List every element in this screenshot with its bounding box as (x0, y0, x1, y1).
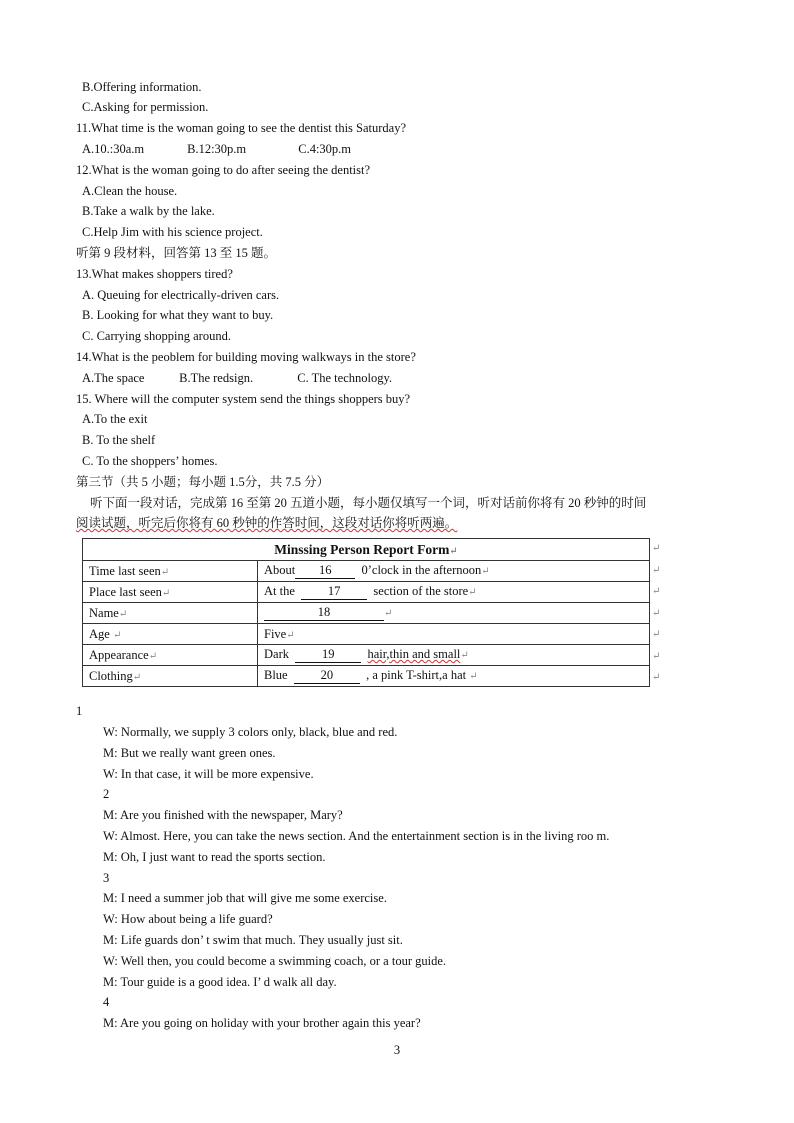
dialogue-line: M: Tour guide is a good idea. I’ d walk all day. (103, 975, 337, 989)
label-text: Age (89, 626, 110, 641)
form-label: Clothing↵ (83, 666, 258, 687)
option-line: B.Offering information. (82, 80, 202, 94)
dialogue-line: M: Oh, I just want to read the sports section. (103, 850, 326, 864)
form-label: Place last seen↵ (83, 582, 258, 603)
form-value: Dark 19 hair,thin and small↵ (258, 645, 650, 666)
form-title-text: Minssing Person Report Form (274, 541, 450, 557)
form-label: Name↵ (83, 603, 258, 624)
form-row (83, 624, 650, 645)
option-b: B.12:30p.m (187, 142, 247, 156)
form-row (83, 645, 650, 666)
value-post: 0’clock in the afternoon (361, 563, 482, 577)
option-b: B.Take a walk by the lake. (82, 204, 215, 218)
label-text: Clothing (89, 668, 133, 683)
option-line: C.Asking for permission. (82, 100, 209, 114)
paragraph-mark: ↵ (652, 543, 661, 554)
paragraph-mark: ↵ (652, 672, 661, 683)
report-form (82, 538, 650, 687)
part3-instruction (76, 515, 457, 531)
option-c: C. To the shoppers’ homes. (82, 454, 218, 468)
value-post: section of the store (373, 584, 469, 598)
dialogue-number: 4 (103, 995, 110, 1009)
dialogue-line: W: Well then, you could become a swimming coach, or a tour guide. (103, 954, 446, 968)
answer-blank: 18 (264, 605, 384, 621)
form-value: At the 17 section of the store↵ (258, 582, 650, 603)
paragraph-mark: ↵ (652, 629, 661, 640)
value-pre: About (264, 563, 296, 577)
question-14-options (82, 370, 392, 386)
dialogue-number: 1 (76, 704, 83, 718)
form-value: Blue 20 , a pink T-shirt,a hat ↵ (258, 666, 650, 687)
label-text: Appearance (89, 647, 149, 662)
value-pre: At the (264, 584, 295, 598)
answer-blank: 19 (295, 647, 361, 663)
value-post: hair,thin and small (367, 647, 461, 661)
form-label: Time last seen↵ (83, 561, 258, 582)
question-11: 11.What time is the woman going to see the dentist this Saturday? (76, 121, 407, 135)
option-b: B. To the shelf (82, 433, 156, 447)
option-c: C. Carrying shopping around. (82, 329, 231, 343)
form-label: Age ↵ (83, 624, 258, 645)
form-row (83, 561, 650, 582)
part3-heading: 第三节（共 5 小题；每小题 1.5分，共 7.5 分） (76, 475, 330, 489)
instruction-text: 阅读试题，听完后你将有 60 秒钟的作答时间，这段对话你将听两遍。 (76, 516, 458, 530)
dialogue-line: M: Life guards don’ t swim that much. They usually just sit. (103, 933, 403, 947)
dialogue-line: W: Almost. Here, you can take the news section. And the entertainment section is in the living roo m. (103, 829, 610, 843)
label-text: Name (89, 605, 119, 620)
question-11-options (82, 141, 351, 157)
form-row (83, 603, 650, 624)
option-b: B.The redsign. (179, 371, 254, 385)
paragraph-mark: ↵ (652, 651, 661, 662)
value-pre: Blue (264, 668, 288, 682)
question-12: 12.What is the woman going to do after seeing the dentist? (76, 163, 371, 177)
option-a: A. Queuing for electrically-driven cars. (82, 288, 280, 302)
option-a: A.The space (82, 371, 145, 385)
form-row (83, 582, 650, 603)
dialogue-line: W: In that case, it will be more expensive. (103, 767, 314, 781)
option-c: C.4:30p.m (298, 142, 352, 156)
option-c: C. The technology. (297, 371, 393, 385)
form-value: 18 ↵ (258, 603, 650, 624)
answer-blank: 16 (295, 563, 355, 579)
question-13: 13.What makes shoppers tired? (76, 267, 233, 281)
form-value: About 16 0’clock in the afternoon↵ (258, 561, 650, 582)
option-a: A.To the exit (82, 412, 148, 426)
answer-blank: 20 (294, 668, 360, 684)
label-text: Place last seen (89, 584, 162, 599)
option-a: A.Clean the house. (82, 184, 178, 198)
paragraph-mark: ↵ (652, 586, 661, 597)
paragraph-mark: ↵ (652, 565, 661, 576)
paragraph-mark: ↵ (652, 608, 661, 619)
form-value: Five↵ (258, 624, 650, 645)
form-title: Minssing Person Report Form↵ (83, 539, 650, 561)
dialogue-line: M: I need a summer job that will give me some exercise. (103, 891, 387, 905)
dialogue-line: M: Are you going on holiday with your brother again this year? (103, 1016, 421, 1030)
value-pre: Dark (264, 647, 289, 661)
answer-blank: 17 (301, 584, 367, 600)
dialogue-line: W: How about being a life guard? (103, 912, 273, 926)
dialogue-number: 2 (103, 787, 110, 801)
form-label: Appearance↵ (83, 645, 258, 666)
option-b: B. Looking for what they want to buy. (82, 308, 274, 322)
dialogue-line: M: Are you finished with the newspaper, Mary? (103, 808, 343, 822)
option-a: A.10.:30a.m (82, 142, 145, 156)
dialogue-line: M: But we really want green ones. (103, 746, 276, 760)
option-c: C.Help Jim with his science project. (82, 225, 263, 239)
question-14: 14.What is the peoblem for building moving walkways in the store? (76, 350, 416, 364)
question-15: 15. Where will the computer system send the things shoppers buy? (76, 392, 411, 406)
page-number: 3 (393, 1043, 401, 1057)
form-row (83, 666, 650, 687)
dialogue-line: W: Normally, we supply 3 colors only, black, blue and red. (103, 725, 398, 739)
value-post: , a pink T-shirt,a hat (366, 668, 467, 682)
section-heading: 听第 9 段材料，回答第 13 至 15 题。 (76, 246, 277, 260)
value-pre: Five (264, 626, 287, 641)
label-text: Time last seen (89, 563, 161, 578)
dialogue-number: 3 (103, 871, 110, 885)
part3-instruction: 听下面一段对话，完成第 16 至第 20 五道小题，每小题仅填写一个词，听对话前你将有 20 秒钟的时间 (90, 496, 647, 510)
